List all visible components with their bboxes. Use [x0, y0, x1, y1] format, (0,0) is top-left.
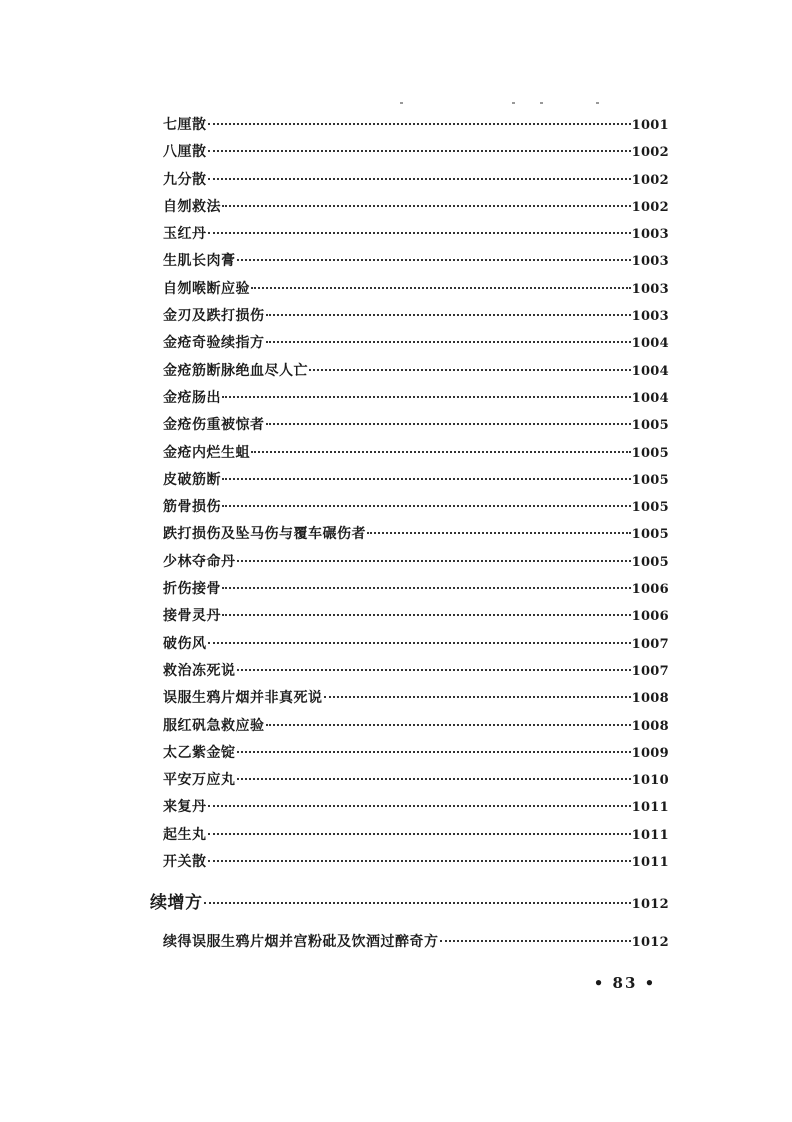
toc-entry-title: 金疮伤重被惊者 — [163, 417, 265, 434]
toc-entry-page: 1004 — [631, 363, 669, 379]
toc-section-page: 1012 — [631, 897, 669, 913]
toc-entry-title: 起生丸 — [163, 826, 207, 843]
toc-entry — [163, 112, 669, 139]
dot-leader — [208, 833, 631, 835]
toc-entry — [163, 767, 669, 794]
dot-leader — [208, 123, 631, 125]
dot-leader — [222, 478, 631, 480]
toc-entry-page: 1007 — [631, 636, 669, 652]
toc-entry-title: 跌打损伤及坠马伤与覆车碾伤者 — [163, 526, 366, 543]
dot-leader — [222, 614, 631, 616]
scan-speck — [596, 102, 599, 104]
toc-entry-title: 金疮奇验续指方 — [163, 335, 265, 352]
toc-entry-title: 金刃及跌打损伤 — [163, 308, 265, 325]
toc-entry — [163, 549, 669, 576]
toc-entry — [163, 412, 669, 439]
dot-leader — [208, 232, 631, 234]
scan-speck — [400, 102, 403, 104]
toc-entry-page: 1002 — [631, 199, 669, 215]
dot-leader — [222, 205, 631, 207]
toc-entry — [163, 740, 669, 767]
toc-entry-page: 1004 — [631, 390, 669, 406]
toc-entry-page: 1005 — [631, 554, 669, 570]
toc-entry-title: 救治冻死说 — [163, 662, 236, 679]
toc-entry-title: 误服生鸦片烟并非真死说 — [163, 690, 323, 707]
toc-section-title: 续增方 — [150, 893, 203, 914]
toc-entry-page: 1012 — [631, 935, 669, 951]
scan-speck — [512, 102, 515, 104]
toc-entry-title: 服红矾急救应验 — [163, 717, 265, 734]
dot-leader — [309, 369, 631, 371]
toc-entry-page: 1002 — [631, 172, 669, 188]
dot-leader — [266, 423, 631, 425]
dot-leader — [208, 178, 631, 180]
toc-entry-title: 破伤风 — [163, 635, 207, 652]
page-number: • 83 • — [593, 974, 657, 992]
dot-leader — [204, 902, 631, 904]
toc-entry — [163, 194, 669, 221]
dot-leader — [237, 259, 631, 261]
toc-entry-page: 1005 — [631, 472, 669, 488]
dot-leader — [367, 532, 631, 534]
toc-entry — [163, 631, 669, 658]
toc-entry-page: 1001 — [631, 118, 669, 133]
toc-entry — [163, 221, 669, 248]
toc-entry-title: 接骨灵丹 — [163, 608, 221, 625]
dot-leader — [208, 860, 631, 862]
toc-entry-title: 平安万应丸 — [163, 772, 236, 789]
toc-entry-page: 1005 — [631, 445, 669, 461]
dot-leader — [222, 396, 631, 398]
dot-leader — [237, 669, 631, 671]
toc-entry — [163, 276, 669, 303]
dot-leader — [222, 587, 631, 589]
toc-entry-page: 1010 — [631, 773, 669, 789]
toc-entry — [163, 385, 669, 412]
toc-entry-title: 皮破筋断 — [163, 471, 221, 488]
toc-entry — [163, 167, 669, 194]
toc-entry-title: 八厘散 — [163, 144, 207, 161]
dot-leader — [208, 642, 631, 644]
scan-speck — [540, 102, 543, 104]
toc-entry-page: 1009 — [631, 745, 669, 761]
toc-entry-title: 七厘散 — [163, 117, 207, 133]
toc-entry-title: 开关散 — [163, 854, 207, 871]
toc-entry — [163, 713, 669, 740]
toc-entry-page: 1011 — [631, 855, 669, 871]
dot-leader — [208, 150, 631, 152]
toc-entry — [163, 685, 669, 712]
toc-entry-page: 1002 — [631, 145, 669, 161]
toc-entry — [163, 248, 669, 275]
dot-leader — [440, 940, 631, 942]
dot-leader — [324, 696, 631, 698]
toc-entry-title: 金疮筋断脉绝血尽人亡 — [163, 362, 308, 379]
dot-leader — [266, 724, 631, 726]
toc-entry — [163, 358, 669, 385]
dot-leader — [237, 778, 631, 780]
dot-leader — [237, 560, 631, 562]
toc-entry-title: 自刎喉断应验 — [163, 280, 250, 297]
toc-entry-title: 金疮内烂生蛆 — [163, 444, 250, 461]
dot-leader — [237, 751, 631, 753]
toc-entry — [163, 330, 669, 357]
table-of-contents — [150, 112, 669, 958]
toc-entry — [163, 521, 669, 548]
toc-entry — [163, 794, 669, 821]
dot-leader — [251, 451, 631, 453]
toc-entry — [163, 926, 669, 958]
toc-entry-title: 来复丹 — [163, 799, 207, 816]
toc-entry-page: 1005 — [631, 500, 669, 516]
toc-entry — [163, 467, 669, 494]
toc-entry — [163, 658, 669, 685]
toc-entry-page: 1008 — [631, 718, 669, 734]
toc-entry — [163, 822, 669, 849]
dot-leader — [266, 314, 631, 316]
toc-entry-title: 续得误服生鸦片烟并宫粉砒及饮酒过醉奇方 — [163, 934, 439, 951]
toc-entry — [163, 849, 669, 876]
dot-leader — [266, 341, 631, 343]
toc-entry — [163, 576, 669, 603]
toc-entry-page: 1008 — [631, 691, 669, 707]
toc-entry-title: 九分散 — [163, 171, 207, 188]
toc-entry — [163, 139, 669, 166]
toc-entry-title: 金疮肠出 — [163, 389, 221, 406]
toc-entry-page: 1006 — [631, 582, 669, 598]
toc-entry — [163, 440, 669, 467]
toc-entry-title: 自刎救法 — [163, 198, 221, 215]
toc-entry-title: 太乙紫金锭 — [163, 744, 236, 761]
dot-leader — [222, 505, 631, 507]
toc-entry-title: 少林夺命丹 — [163, 553, 236, 570]
toc-entry-page: 1003 — [631, 227, 669, 243]
toc-entry-title: 筋骨损伤 — [163, 499, 221, 516]
toc-entry-page: 1007 — [631, 663, 669, 679]
toc-entry-page: 1003 — [631, 309, 669, 325]
toc-entry — [163, 603, 669, 630]
toc-entry-page: 1004 — [631, 336, 669, 352]
toc-entry-title: 生肌长肉膏 — [163, 253, 236, 270]
toc-entry-page: 1006 — [631, 609, 669, 625]
toc-entry — [163, 494, 669, 521]
toc-entry-page: 1005 — [631, 527, 669, 543]
toc-entry — [163, 303, 669, 330]
toc-entry-page: 1011 — [631, 827, 669, 843]
toc-entry-page: 1005 — [631, 418, 669, 434]
toc-entry-page: 1011 — [631, 800, 669, 816]
toc-entry-page: 1003 — [631, 254, 669, 270]
dot-leader — [208, 805, 631, 807]
toc-entry-title: 折伤接骨 — [163, 581, 221, 598]
toc-section-heading — [150, 886, 669, 920]
dot-leader — [251, 287, 631, 289]
toc-entry-title: 玉红丹 — [163, 226, 207, 243]
toc-entry-page: 1003 — [631, 281, 669, 297]
